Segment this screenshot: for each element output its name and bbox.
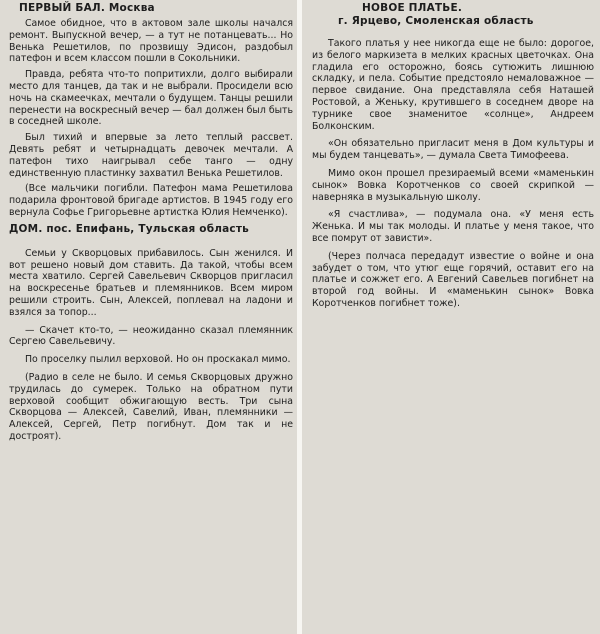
header-prefix: ДОМ. [9, 222, 43, 235]
section-header-new-dress [330, 2, 594, 28]
right-column [302, 0, 600, 634]
left-column [0, 0, 297, 634]
section-header-first-ball [19, 2, 293, 15]
paragraph: Правда, ребята что-то попритихли, долго выбирали место для танцев, да так и не выбрали. Просидели всю ночь на скамеечках, мечтали о будущем. Танцы решили перенести на воскресный вечер — бал должен был быть в соседней школе. [9, 69, 293, 128]
paragraph: «Он обязательно пригласит меня в Дом культуры и мы будем танцевать», — думала Света Тимофеева. [312, 138, 594, 162]
header-place: г. Ярцево, Смоленская область [338, 15, 534, 27]
paragraph: — Скачет кто-то, — неожиданно сказал племянник Сергею Савельевичу. [9, 324, 293, 348]
paragraph: Мимо окон прошел презираемый всеми «маменькин сынок» Вовка Коротченков со своей скрипкой — наверняка в музыкальную школу. [312, 167, 594, 203]
paragraph: По проселку пылил верховой. Но он проскакал мимо. [25, 354, 291, 366]
header-title: НОВОЕ ПЛАТЬЕ. [362, 2, 463, 14]
paragraph: Семьи у Скворцовых прибавилось. Сын женился. И вот решено новый дом ставить. Да такой, чтобы всем места хватило. Сергей Савельевич Скворцов пригласил на воскресенье братьев и племянников. Всем миром решили строить. Сын, Алексей, поплевал на ладони и взялся за топор... [9, 247, 293, 318]
paragraph: (Радио в селе не было. И семья Скворцовых дружно трудилась до сумерек. Только на обратном пути верховой сообщит обжигающую весть. Три сына Скворцова — Алексей, Савелий, Иван, племянники — Алексей, Сергей, Петр погибнут. Дом так и не достроят). [9, 371, 293, 442]
paragraph: (Через полчаса передадут известие о войне и она забудет о том, что утюг еще горячий, оставит его на платье и сожжет его. А Евгений Савельев погибнет на второй год войны. И «маменькин сынок» Вовка Коротченков погибнет тоже). [312, 250, 594, 309]
section-header-house [9, 223, 293, 236]
header-prefix: ПЕРВЫЙ БАЛ. [19, 2, 106, 14]
paragraph: Был тихий и впервые за лето теплый рассвет. Девять ребят и четырнадцать девочек мечтали. А патефон тихо наигрывал себе танго — одну единственную пластинку захватил Венька Решетилов. [9, 132, 293, 179]
paragraph: (Все мальчики погибли. Патефон мама Решетилова подарила фронтовой бригаде артистов. В 1945 году его вернула Софье Григорьевне артистка Юлия Немченко). [9, 183, 293, 218]
paragraph: Такого платья у нее никогда еще не было: дорогое, из белого маркизета в мелких красных цветочках. Она гладила его осторожно, боясь сутюжить лишнюю складку, и пела. Событие предстояло немаловажное — первое свидание. Она представляла себя Наташей Ростовой, а Женьку, крутившего в соседнем дворе на турнике свое знаменитое «солнце», Андреем Болконским. [312, 38, 594, 132]
paragraph: «Я счастлива», — подумала она. «У меня есть Женька. И мы так молоды. И платье у меня такое, что все помрут от зависти». [312, 209, 594, 244]
header-place: Москва [108, 2, 155, 14]
paragraph: Самое обидное, что в актовом зале школы начался ремонт. Выпускной вечер, — а тут не потанцевать... Но Венька Решетилов, по прозвищу Эдисон, раздобыл патефон и всем классом пошли в Сокольники. [9, 18, 293, 65]
header-place: пос. Епифань, Тульская область [46, 222, 249, 235]
